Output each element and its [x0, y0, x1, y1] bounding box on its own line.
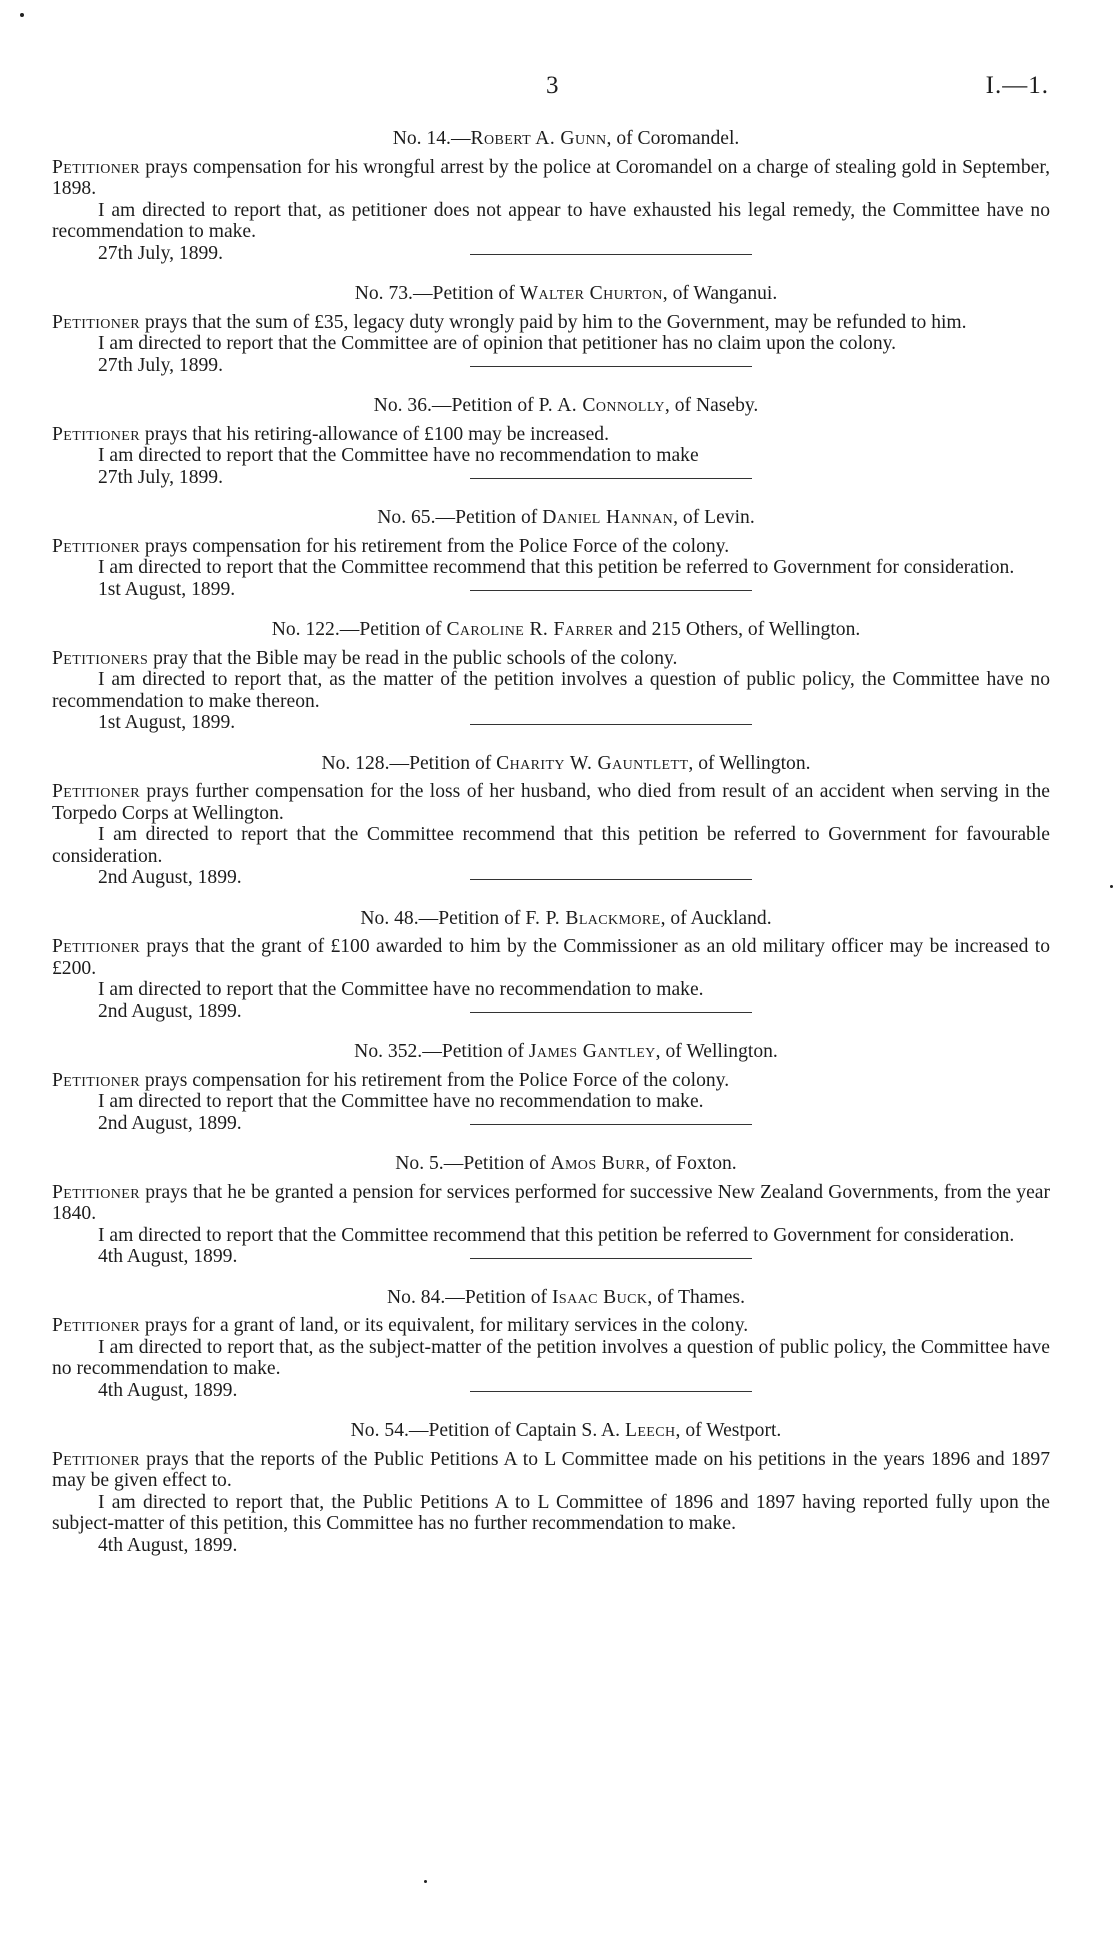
petition-prayer [52, 936, 1050, 979]
petition-title [52, 908, 1050, 930]
petitioner-name: Isaac Buck [551, 1286, 648, 1308]
prayer-text: prays for a grant of land, or its equivalent, for military services in the colony. [140, 1315, 749, 1336]
committee-report: I am directed to report that the Committee recommend that this petition be referred to Government for favourable consideration. [52, 824, 1050, 867]
petition-title [52, 1153, 1050, 1175]
petitioner-name: Robert A. Gunn [470, 128, 607, 149]
section-divider [470, 1391, 752, 1392]
petitioner-word: Petitioner [52, 781, 140, 802]
prayer-text: prays compensation for his retirement from the Police Force of the colony. [140, 535, 730, 557]
petition-lead: Petition of [451, 395, 539, 416]
petitioner-word: Petitioner [52, 1448, 140, 1470]
petition-lead: Petition of [455, 507, 543, 528]
petitioner-place: , of Westport. [675, 1420, 782, 1441]
petitioner-place: , of Wellington. [655, 1041, 778, 1062]
report-date: 27th July, 1899. [98, 354, 224, 376]
petitioner-place: , of Levin. [673, 507, 755, 528]
petitioner-word: Petitioner [52, 156, 140, 178]
petitioner-place: , of Auckland. [660, 907, 772, 929]
committee-report: I am directed to report that, as the matter of the petition involves a question of public policy, the Committee have no recommendation to make thereon. [52, 669, 1050, 712]
committee-report: I am directed to report that the Committee have no recommendation to make. [98, 979, 704, 1000]
prayer-text: prays that the grant of £100 awarded to him by the Commissioner as an old military officer may be increased to £200. [52, 936, 1050, 979]
petitioner-word: Petitioner [52, 1069, 140, 1091]
report-date: 1st August, 1899. [98, 712, 236, 733]
petition-number: No. 48.— [360, 907, 439, 929]
petition-prayer [52, 1315, 1050, 1337]
petition-title [52, 507, 1050, 529]
prayer-text: prays further compensation for the loss of her husband, who died from result of an accident when serving in the Torpedo Corps at Wellington. [52, 781, 1050, 824]
petitioner-word: Petitioner [52, 936, 140, 957]
petitioner-place: and 215 Others, of Wellington. [613, 619, 861, 640]
petitioner-name: James Gantley [528, 1041, 656, 1062]
petition-title [52, 395, 1050, 417]
petition-number: No. 84.— [387, 1286, 465, 1308]
prayer-text: pray that the Bible may be read in the public schools of the colony. [148, 647, 678, 669]
scan-speck [424, 1880, 427, 1883]
section-divider [470, 590, 752, 591]
petitioner-word: Petitioner [52, 423, 140, 445]
petition-prayer [52, 1449, 1050, 1492]
page-header [0, 72, 1114, 108]
committee-report: I am directed to report that the Committee recommend that this petition be referred to Government for consideration. [98, 1224, 1015, 1246]
petition-lead: Petition of Captain S. A. [428, 1420, 625, 1441]
report-date: 4th August, 1899. [98, 1379, 238, 1401]
petition-number: No. 54.— [350, 1420, 429, 1441]
committee-report: I am directed to report that the Committee are of opinion that petitioner has no claim upon the colony. [98, 333, 897, 354]
prayer-text: prays that the reports of the Public Petitions A to L Committee made on his petitions in the years 1896 and 1897 may be given effect to. [52, 1448, 1050, 1491]
committee-report: I am directed to report that the Committee have no recommendation to make. [98, 1091, 704, 1112]
petitioner-word: Petitioner [52, 311, 140, 333]
committee-report: I am directed to report that the Committee have no recommendation to make [98, 445, 699, 466]
petition-number: No. 122.— [271, 619, 360, 640]
petitioner-place: , of Wellington. [688, 752, 811, 774]
petition-title [52, 283, 1050, 305]
petition-entry [52, 752, 1050, 888]
petition-prayer [52, 648, 1050, 670]
prayer-text: prays that the sum of £35, legacy duty wrongly paid by him to the Government, may be refunded to him. [140, 311, 967, 333]
section-divider [470, 478, 752, 479]
petition-lead: Petition of [409, 752, 497, 774]
petitions-list [52, 128, 1050, 1556]
petition-number: No. 128.— [321, 752, 410, 774]
petition-lead: Petition of [464, 1286, 552, 1308]
petitioner-name: Walter Churton [519, 283, 663, 304]
report-date: 4th August, 1899. [98, 1246, 238, 1267]
petition-prayer [52, 424, 1050, 446]
petition-title [52, 753, 1050, 775]
petition-lead: Petition of [438, 907, 526, 929]
petitioner-place: , of Coromandel. [606, 128, 740, 149]
report-date: 2nd August, 1899. [98, 1000, 242, 1022]
petition-number: No. 352.— [354, 1041, 442, 1062]
petitioner-word: Petitioner [52, 1181, 140, 1203]
petition-entry [52, 395, 1050, 488]
petitioner-name: Daniel Hannan [542, 507, 674, 528]
petition-prayer [52, 1182, 1050, 1225]
scan-speck [20, 13, 24, 17]
section-divider [470, 879, 752, 880]
committee-report: I am directed to report that the Committee recommend that this petition be referred to Government for consideration. [98, 557, 1015, 578]
petition-number: No. 73.— [354, 283, 433, 304]
petition-entry [52, 507, 1050, 600]
petition-number: No. 5.— [395, 1153, 464, 1174]
petitioner-name: Leech [624, 1420, 676, 1441]
petitioner-word: Petitioner [52, 1315, 140, 1336]
report-date: 2nd August, 1899. [98, 1112, 242, 1134]
prayer-text: prays compensation for his wrongful arrest by the police at Coromandel on a charge of stealing gold in September, 1898. [52, 156, 1050, 199]
petition-number: No. 65.— [377, 507, 456, 528]
petitioner-name: Amos Burr [550, 1153, 646, 1174]
petition-lead: Petition of [432, 283, 520, 304]
report-date: 27th July, 1899. [98, 466, 224, 488]
document-reference: I.—1. [985, 72, 1049, 99]
petition-title [52, 128, 1050, 150]
petition-title [52, 1041, 1050, 1063]
petition-entry [52, 907, 1050, 1022]
petitioner-place: , of Thames. [647, 1286, 745, 1308]
committee-report: I am directed to report that, as petitioner does not appear to have exhausted his legal remedy, the Committee have no recommendation to make. [52, 199, 1050, 242]
petitioner-name: P. A. Connolly [538, 395, 665, 416]
petition-lead: Petition of [441, 1041, 529, 1062]
petitioner-place: , of Naseby. [664, 395, 759, 416]
petition-entry [52, 1420, 1050, 1556]
report-date: 2nd August, 1899. [98, 867, 242, 888]
section-divider [470, 1258, 752, 1259]
petition-prayer [52, 1070, 1050, 1092]
petition-entry [52, 619, 1050, 733]
petition-entry [52, 1286, 1050, 1401]
committee-report: I am directed to report that, as the subject-matter of the petition involves a question of public policy, the Committee have no recommendation to make. [52, 1336, 1050, 1379]
page-number: 3 [546, 72, 559, 99]
petitioner-word: Petitioner [52, 535, 140, 557]
section-divider [470, 1012, 752, 1013]
petition-title [52, 619, 1050, 641]
petition-number: No. 36.— [373, 395, 452, 416]
section-divider [470, 254, 752, 255]
petitioner-name: Charity W. Gauntlett [496, 752, 689, 774]
prayer-text: prays that his retiring-allowance of £100 may be increased. [140, 423, 609, 445]
petition-prayer [52, 781, 1050, 824]
petitioner-name: F. P. Blackmore [525, 907, 661, 929]
section-divider [470, 724, 752, 725]
petition-number: No. 14.— [392, 128, 471, 149]
petition-title [52, 1287, 1050, 1309]
section-divider [470, 366, 752, 367]
prayer-text: prays compensation for his retirement from the Police Force of the colony. [140, 1069, 730, 1091]
scan-speck [1110, 885, 1113, 888]
petition-lead: Petition of [359, 619, 447, 640]
petitioner-place: , of Foxton. [645, 1153, 737, 1174]
report-date: 1st August, 1899. [98, 578, 236, 600]
petition-entry [52, 283, 1050, 376]
section-divider [470, 1124, 752, 1125]
petitioner-word: Petitioners [52, 647, 149, 669]
petition-entry [52, 1153, 1050, 1267]
prayer-text: prays that he be granted a pension for services performed for successive New Zealand Governments, from the year 1840. [52, 1181, 1050, 1224]
petition-entry [52, 128, 1050, 264]
petitioner-place: , of Wanganui. [662, 283, 778, 304]
petition-title [52, 1420, 1050, 1442]
petition-prayer [52, 536, 1050, 558]
report-date: 4th August, 1899. [98, 1534, 238, 1556]
petitioner-name: Caroline R. Farrer [446, 619, 614, 640]
committee-report: I am directed to report that, the Public Petitions A to L Committee of 1896 and 1897 having reported fully upon the subject-matter of this petition, this Committee has no further recommendation to make. [52, 1491, 1050, 1534]
petition-prayer [52, 312, 1050, 334]
petition-entry [52, 1041, 1050, 1134]
petition-lead: Petition of [463, 1153, 551, 1174]
petition-prayer [52, 157, 1050, 200]
report-date: 27th July, 1899. [98, 242, 224, 264]
